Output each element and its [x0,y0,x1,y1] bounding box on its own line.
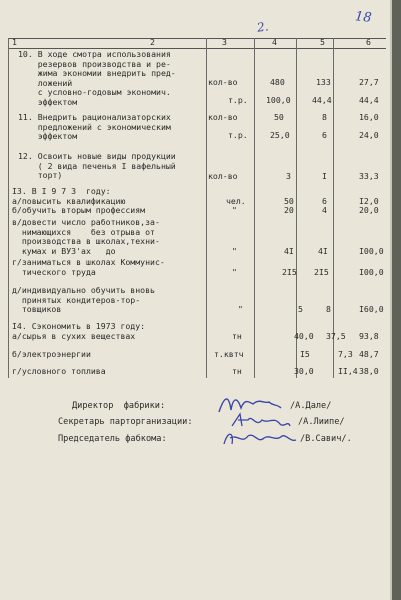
header-col-4: 4 [272,37,277,47]
row-13d-text: д/индивидуально обучить вновь принятых кондитеров-тор- товщиков [12,285,155,315]
col-divider-2 [206,38,207,378]
row-10-text: 10. В ходе смотра использования резервов производства и ре- жима экономии внедрить пред- ложений с условно-годовым экономич. эффектом [18,49,176,107]
row-13-text: I3. В I 9 7 3 году: а/повысить квалификацию б/обучить вторым профессиям [12,186,146,216]
header-col-6: 6 [366,37,371,47]
col-divider-3 [254,38,255,378]
row-14g-col4: 30,0 [294,366,314,376]
signature-chairman-name: /В.Савич/. [300,434,352,444]
header-col-3: 3 [222,37,227,47]
row-14-text: I4. Сэкономить в 1973 году: а/сырья в сухих веществах [12,321,146,341]
row-14b-units: т.квтч [214,349,244,359]
row-14g-text: г/условного топлива [12,366,106,376]
row-13v-text: в/довести число работников,за- нимающихся без отрыва от производства в школах,техни- кумах и ВУЗ'ах до [12,217,160,256]
row-14b-text: б/электроэнергии [12,349,91,359]
row-11-text: 11. Внедрить рационализаторских предложений с экономическим эффектом [18,112,171,142]
col-divider-4 [296,38,297,378]
chairman-signature-scribble [220,426,300,450]
header-col-1: 1 [12,37,17,47]
row-14g-units: тн [232,366,242,376]
row-13g-text: г/заниматься в школах Коммунис- тического труда [12,257,165,277]
row-12-text: 12. Освоить новые виды продукции ( 2 вида печенья I вафельный торт) [18,151,176,181]
col-divider-5 [333,38,334,378]
binder-edge [392,0,401,600]
row-14g-col5: II,4 [338,366,358,376]
table-top-rule [8,38,386,39]
signature-director-role: Директор фабрики: [72,401,166,411]
row-14b-col6: 48,7 [359,349,379,359]
signature-secretary-role: Секретарь парторганизации: [58,417,193,427]
header-col-5: 5 [320,37,325,47]
signature-chairman-role: Председатель фабкома: [58,434,167,444]
signature-director-name: /А.Дале/ [290,401,332,411]
table-left-border [8,38,9,378]
signature-secretary-name: /А.Лиипе/ [298,417,345,427]
row-14b-col4: I5 [300,349,310,359]
archive-stamp-number: 18 [354,9,373,26]
row-14g-col6: 38,0 [359,366,379,376]
page-number: 2. [256,19,270,35]
header-col-2: 2 [150,37,155,47]
document-page: 18 2. 1 2 3 4 5 6 10. В ходе смотра использования резервов производства и ре- жима экономии внедрить пред- ложений с условно-годовым экономич. эффектом кол-во т.р. 480 100,0 133 44,4 27,7 44,4 11. Внедрить рационализаторских предложений с экономическим эффектом кол-во т.р. 50 25,0 8 6 16,0 24,0 12. Освоить новые виды продукции ( 2 вида печенья I вафельный торт) кол-во 3 I 33,3 I3. В I 9 7 3 году: а/повысить квалификацию б/обучить вторым профессиям чел. " 50 20 6 4 I2,0 20,0 в/довести число работников,за- нимающихся без отрыва от производства в школах,техни- кумах и ВУЗ'ах до " 4I 4I I00,0 г/заниматься в школах Коммунис- тического труда " 2I5 2I5 I00,0 д/индивидуально обучить вновь принятых кондитеров-тор- товщиков " 5 8 I60,0 I4. Сэкономить в 1973 году: а/сырья в сухих веществах тн 40,0 37,5 93,8 б/электроэнергии т.квтч I5 7,3 48,7 г/условного топлива тн 30,0 II,4 38,0 Директор фабрики: /А.Дале/ Секретарь парторганизации: /А.Лиипе/ Председатель фабкома: /В.Савич/. [0,0,392,600]
row-14b-col5: 7,3 [338,349,353,359]
